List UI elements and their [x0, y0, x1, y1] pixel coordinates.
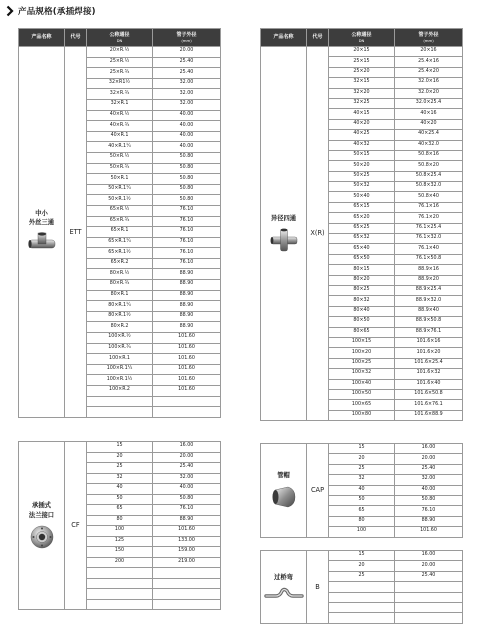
dn-cell: 80×R.2	[87, 322, 153, 333]
dn-cell	[329, 582, 395, 592]
od-cell: 88.9×50.8	[395, 317, 463, 327]
dn-cell: 50×R.½	[87, 152, 153, 163]
table-row	[261, 444, 463, 454]
b-code-cell: B	[307, 551, 329, 624]
od-cell: 101.6×40	[395, 379, 463, 389]
od-cell: 159.00	[153, 547, 221, 558]
dn-cell: 20×R.½	[87, 47, 153, 58]
cap-code-cell: CAP	[307, 444, 329, 538]
product-name-text: 法兰接口	[28, 511, 55, 519]
dn-cell	[87, 578, 153, 589]
od-cell: 76.10	[153, 237, 221, 248]
product-name-text: 中小	[35, 209, 48, 217]
dn-cell: 65×40	[329, 244, 395, 254]
dn-cell	[87, 568, 153, 579]
od-cell: 101.60	[153, 364, 221, 375]
od-cell: 32.00	[153, 78, 221, 89]
od-cell: 101.60	[153, 354, 221, 365]
od-cell: 40.00	[153, 110, 221, 121]
b-bridge-bend-icon	[264, 586, 304, 600]
cf-spec-table	[18, 441, 221, 610]
od-cell: 16.00	[395, 444, 463, 454]
dn-cell: 40×25	[329, 130, 395, 140]
dn-cell: 40×R.1	[87, 131, 153, 142]
od-cell	[153, 599, 221, 610]
dn-cell: 25×R.¾	[87, 68, 153, 79]
dn-cell: 80×50	[329, 317, 395, 327]
od-cell: 76.10	[153, 248, 221, 259]
col-header-code: 代号	[307, 29, 329, 47]
ett-spec-table	[18, 28, 221, 418]
cf-product-name-cell	[19, 442, 65, 610]
dn-cell: 80×R.½	[87, 269, 153, 280]
dn-cell: 40	[329, 485, 395, 495]
od-cell: 101.60	[153, 333, 221, 344]
dn-cell: 40×R.1¼	[87, 142, 153, 153]
od-cell	[153, 396, 221, 407]
od-cell: 50.80	[153, 494, 221, 505]
dn-cell: 65×50	[329, 254, 395, 264]
od-cell: 50.80	[153, 184, 221, 195]
od-cell: 88.9×40	[395, 306, 463, 316]
od-cell: 88.90	[153, 280, 221, 291]
od-cell: 101.6×76.1	[395, 400, 463, 410]
cf-flange-icon	[29, 524, 55, 550]
od-cell: 76.10	[153, 205, 221, 216]
cap-product-name-cell	[261, 444, 307, 538]
dn-cell: 40×15	[329, 109, 395, 119]
dn-cell: 100×40	[329, 379, 395, 389]
od-cell: 101.6×50.8	[395, 389, 463, 399]
od-cell: 76.1×40	[395, 244, 463, 254]
product-name-text: 过桥弯	[274, 574, 293, 582]
od-cell: 76.10	[153, 258, 221, 269]
od-cell: 32.0×16	[395, 78, 463, 88]
od-cell	[395, 592, 463, 602]
dn-cell: 80×15	[329, 265, 395, 275]
dn-cell: 100×R.1½	[87, 375, 153, 386]
dn-cell: 50×15	[329, 150, 395, 160]
dn-cell	[329, 592, 395, 602]
od-cell: 88.90	[153, 515, 221, 526]
table-row	[19, 442, 221, 453]
ett-code-cell: ETT	[65, 47, 87, 418]
dn-cell: 50×40	[329, 192, 395, 202]
dn-cell: 25×15	[329, 57, 395, 67]
dn-cell: 80×40	[329, 306, 395, 316]
od-cell: 76.1×16	[395, 202, 463, 212]
dn-cell: 25×20	[329, 67, 395, 77]
table-row	[261, 551, 463, 561]
chevron-right-icon	[6, 5, 14, 17]
dn-cell: 100×50	[329, 389, 395, 399]
dn-cell: 32×15	[329, 78, 395, 88]
col-header-product-name: 产品名称	[19, 29, 65, 47]
od-cell: 20.00	[395, 454, 463, 464]
dn-cell: 25×R.½	[87, 57, 153, 68]
col-header-code: 代号	[65, 29, 87, 47]
od-cell	[153, 407, 221, 418]
od-cell: 40.00	[395, 485, 463, 495]
dn-cell: 40×R.½	[87, 110, 153, 121]
dn-cell: 100×20	[329, 348, 395, 358]
dn-cell: 150	[87, 547, 153, 558]
od-cell: 101.60	[153, 375, 221, 386]
dn-cell: 65	[87, 505, 153, 516]
b-product-name-cell	[261, 551, 307, 624]
dn-cell: 50	[329, 495, 395, 505]
dn-cell: 50×25	[329, 171, 395, 181]
od-cell: 101.6×32	[395, 369, 463, 379]
dn-cell: 50×32	[329, 182, 395, 192]
od-cell: 88.90	[153, 311, 221, 322]
od-cell: 25.40	[153, 463, 221, 474]
dn-cell: 100×15	[329, 337, 395, 347]
dn-cell	[87, 396, 153, 407]
od-cell: 50.8×40	[395, 192, 463, 202]
od-cell: 32.00	[153, 473, 221, 484]
od-cell: 16.00	[395, 551, 463, 561]
od-cell: 88.90	[153, 301, 221, 312]
od-cell: 40×25.4	[395, 130, 463, 140]
product-name-text: 外丝三通	[28, 218, 55, 226]
od-cell: 40.00	[153, 121, 221, 132]
od-cell: 88.9×20	[395, 275, 463, 285]
dn-cell: 65×32	[329, 234, 395, 244]
col-header-od: 管子外径 (mm)	[153, 29, 221, 47]
od-cell	[153, 589, 221, 600]
od-cell: 20.00	[153, 47, 221, 58]
od-cell	[395, 582, 463, 592]
dn-cell: 65×20	[329, 213, 395, 223]
dn-cell: 32	[329, 475, 395, 485]
od-cell: 50.80	[153, 174, 221, 185]
dn-cell: 40×32	[329, 140, 395, 150]
od-cell: 88.9×16	[395, 265, 463, 275]
dn-cell: 15	[329, 551, 395, 561]
od-cell: 20.00	[153, 452, 221, 463]
dn-cell: 32×25	[329, 98, 395, 108]
od-cell: 20×16	[395, 47, 463, 57]
dn-cell: 32×R1½	[87, 78, 153, 89]
od-cell: 25.40	[153, 57, 221, 68]
col-header-product-name: 产品名称	[261, 29, 307, 47]
dn-cell: 40×R.¾	[87, 121, 153, 132]
od-cell: 76.1×20	[395, 213, 463, 223]
dn-cell	[87, 589, 153, 600]
od-cell: 88.9×25.4	[395, 285, 463, 295]
dn-cell: 80	[87, 515, 153, 526]
od-cell: 40×16	[395, 109, 463, 119]
ett-tee-fitting-icon	[27, 231, 57, 255]
product-name-text: 承插式	[32, 502, 51, 510]
od-cell	[153, 578, 221, 589]
ett-product-name-cell	[19, 47, 65, 418]
od-cell: 88.90	[153, 269, 221, 280]
dn-cell: 200	[87, 557, 153, 568]
dn-cell: 65×R.1	[87, 227, 153, 238]
dn-cell: 65×R.¾	[87, 216, 153, 227]
od-cell: 101.60	[153, 343, 221, 354]
dn-cell: 65×15	[329, 202, 395, 212]
dn-cell: 80×20	[329, 275, 395, 285]
dn-cell: 50×R.1¼	[87, 184, 153, 195]
od-cell: 25.40	[395, 571, 463, 581]
od-cell: 50.80	[395, 495, 463, 505]
od-cell: 50.80	[153, 152, 221, 163]
table-row	[261, 47, 463, 57]
dn-cell: 100	[87, 526, 153, 537]
dn-cell: 40	[87, 484, 153, 495]
table-row	[19, 47, 221, 58]
dn-cell: 80×65	[329, 327, 395, 337]
od-cell: 101.6×16	[395, 337, 463, 347]
od-cell: 76.1×32.0	[395, 234, 463, 244]
dn-cell: 100×R.1	[87, 354, 153, 365]
od-cell: 32.00	[153, 89, 221, 100]
od-cell: 76.10	[395, 506, 463, 516]
od-cell: 101.60	[153, 386, 221, 397]
col-header-od: 管子外径 (mm)	[395, 29, 463, 47]
od-cell: 50.80	[153, 163, 221, 174]
od-cell: 88.90	[153, 290, 221, 301]
od-cell: 32.00	[395, 475, 463, 485]
od-cell: 88.9×76.1	[395, 327, 463, 337]
od-cell: 76.10	[153, 505, 221, 516]
product-name-text: 异径四通	[270, 214, 297, 222]
dn-cell: 40×20	[329, 119, 395, 129]
cf-code-cell: CF	[65, 442, 87, 610]
dn-cell: 32	[87, 473, 153, 484]
dn-cell: 20	[87, 452, 153, 463]
dn-cell: 50×R.1	[87, 174, 153, 185]
col-header-dn: 公称通径 DN	[87, 29, 153, 47]
dn-cell: 100	[329, 527, 395, 537]
cap-spec-table	[260, 443, 463, 538]
od-cell: 101.6×20	[395, 348, 463, 358]
od-cell: 20.00	[395, 561, 463, 571]
od-cell: 32.0×20	[395, 88, 463, 98]
od-cell: 40.00	[153, 131, 221, 142]
dn-cell: 32×R.1	[87, 99, 153, 110]
cap-fitting-icon	[270, 484, 298, 510]
dn-cell: 50×20	[329, 161, 395, 171]
od-cell: 50.8×25.4	[395, 171, 463, 181]
dn-cell: 80×R.1	[87, 290, 153, 301]
dn-cell: 15	[329, 444, 395, 454]
dn-cell	[329, 613, 395, 623]
od-cell: 40×32.0	[395, 140, 463, 150]
b-spec-table	[260, 550, 463, 624]
od-cell: 101.6×88.9	[395, 410, 463, 420]
od-cell: 101.60	[395, 527, 463, 537]
dn-cell: 20×15	[329, 47, 395, 57]
xr-code-cell: X(R)	[307, 47, 329, 421]
od-cell: 25.4×16	[395, 57, 463, 67]
od-cell: 25.40	[395, 464, 463, 474]
dn-cell: 25	[329, 571, 395, 581]
dn-cell: 65×R.2	[87, 258, 153, 269]
od-cell: 76.1×25.4	[395, 223, 463, 233]
dn-cell: 100×R.2	[87, 386, 153, 397]
dn-cell: 100×25	[329, 358, 395, 368]
dn-cell: 65×25	[329, 223, 395, 233]
dn-cell: 15	[87, 442, 153, 453]
dn-cell: 100×80	[329, 410, 395, 420]
dn-cell	[87, 407, 153, 418]
dn-cell: 65×R.1½	[87, 248, 153, 259]
section-title	[6, 4, 96, 18]
od-cell: 76.1×50.8	[395, 254, 463, 264]
od-cell: 133.00	[153, 536, 221, 547]
xr-cross-fitting-icon	[269, 227, 299, 253]
dn-cell: 65×R.1¼	[87, 237, 153, 248]
od-cell: 101.60	[153, 526, 221, 537]
od-cell: 50.8×32.0	[395, 182, 463, 192]
od-cell	[395, 613, 463, 623]
od-cell: 50.8×16	[395, 150, 463, 160]
dn-cell: 100×R.½	[87, 333, 153, 344]
dn-cell: 100×65	[329, 400, 395, 410]
dn-cell	[329, 602, 395, 612]
dn-cell: 100×R.¾	[87, 343, 153, 354]
od-cell: 50.80	[153, 195, 221, 206]
od-cell: 32.00	[153, 99, 221, 110]
od-cell: 76.10	[153, 227, 221, 238]
od-cell: 25.4×20	[395, 67, 463, 77]
dn-cell: 25	[329, 464, 395, 474]
od-cell: 76.10	[153, 216, 221, 227]
dn-cell: 100×32	[329, 369, 395, 379]
col-header-dn: 公称通径 DN	[329, 29, 395, 47]
od-cell: 88.9×32.0	[395, 296, 463, 306]
dn-cell: 20	[329, 454, 395, 464]
dn-cell: 65	[329, 506, 395, 516]
od-cell: 50.8×20	[395, 161, 463, 171]
od-cell: 219.00	[153, 557, 221, 568]
dn-cell: 80×R.¾	[87, 280, 153, 291]
dn-cell: 50	[87, 494, 153, 505]
od-cell: 88.90	[153, 322, 221, 333]
dn-cell: 80	[329, 516, 395, 526]
dn-cell: 80×R.1¼	[87, 301, 153, 312]
od-cell: 25.40	[153, 68, 221, 79]
dn-cell: 50×R.1½	[87, 195, 153, 206]
dn-cell: 32×R.¾	[87, 89, 153, 100]
dn-cell: 80×R.1½	[87, 311, 153, 322]
dn-cell: 32×20	[329, 88, 395, 98]
dn-cell: 20	[329, 561, 395, 571]
dn-cell: 25	[87, 463, 153, 474]
od-cell: 88.90	[395, 516, 463, 526]
od-cell: 40×20	[395, 119, 463, 129]
xr-product-name-cell	[261, 47, 307, 421]
od-cell: 40.00	[153, 142, 221, 153]
section-title-text: 产品规格(承插焊接)	[18, 7, 96, 17]
dn-cell: 80×25	[329, 285, 395, 295]
dn-cell: 80×32	[329, 296, 395, 306]
dn-cell: 100×R.1¼	[87, 364, 153, 375]
od-cell	[395, 602, 463, 612]
dn-cell: 125	[87, 536, 153, 547]
od-cell: 16.00	[153, 442, 221, 453]
dn-cell: 65×R.½	[87, 205, 153, 216]
xr-spec-table	[260, 28, 463, 421]
od-cell: 32.0×25.4	[395, 98, 463, 108]
od-cell	[153, 568, 221, 579]
dn-cell	[87, 599, 153, 610]
od-cell: 101.6×25.4	[395, 358, 463, 368]
dn-cell: 50×R.¾	[87, 163, 153, 174]
product-name-text: 管帽	[277, 471, 290, 479]
od-cell: 40.00	[153, 484, 221, 495]
